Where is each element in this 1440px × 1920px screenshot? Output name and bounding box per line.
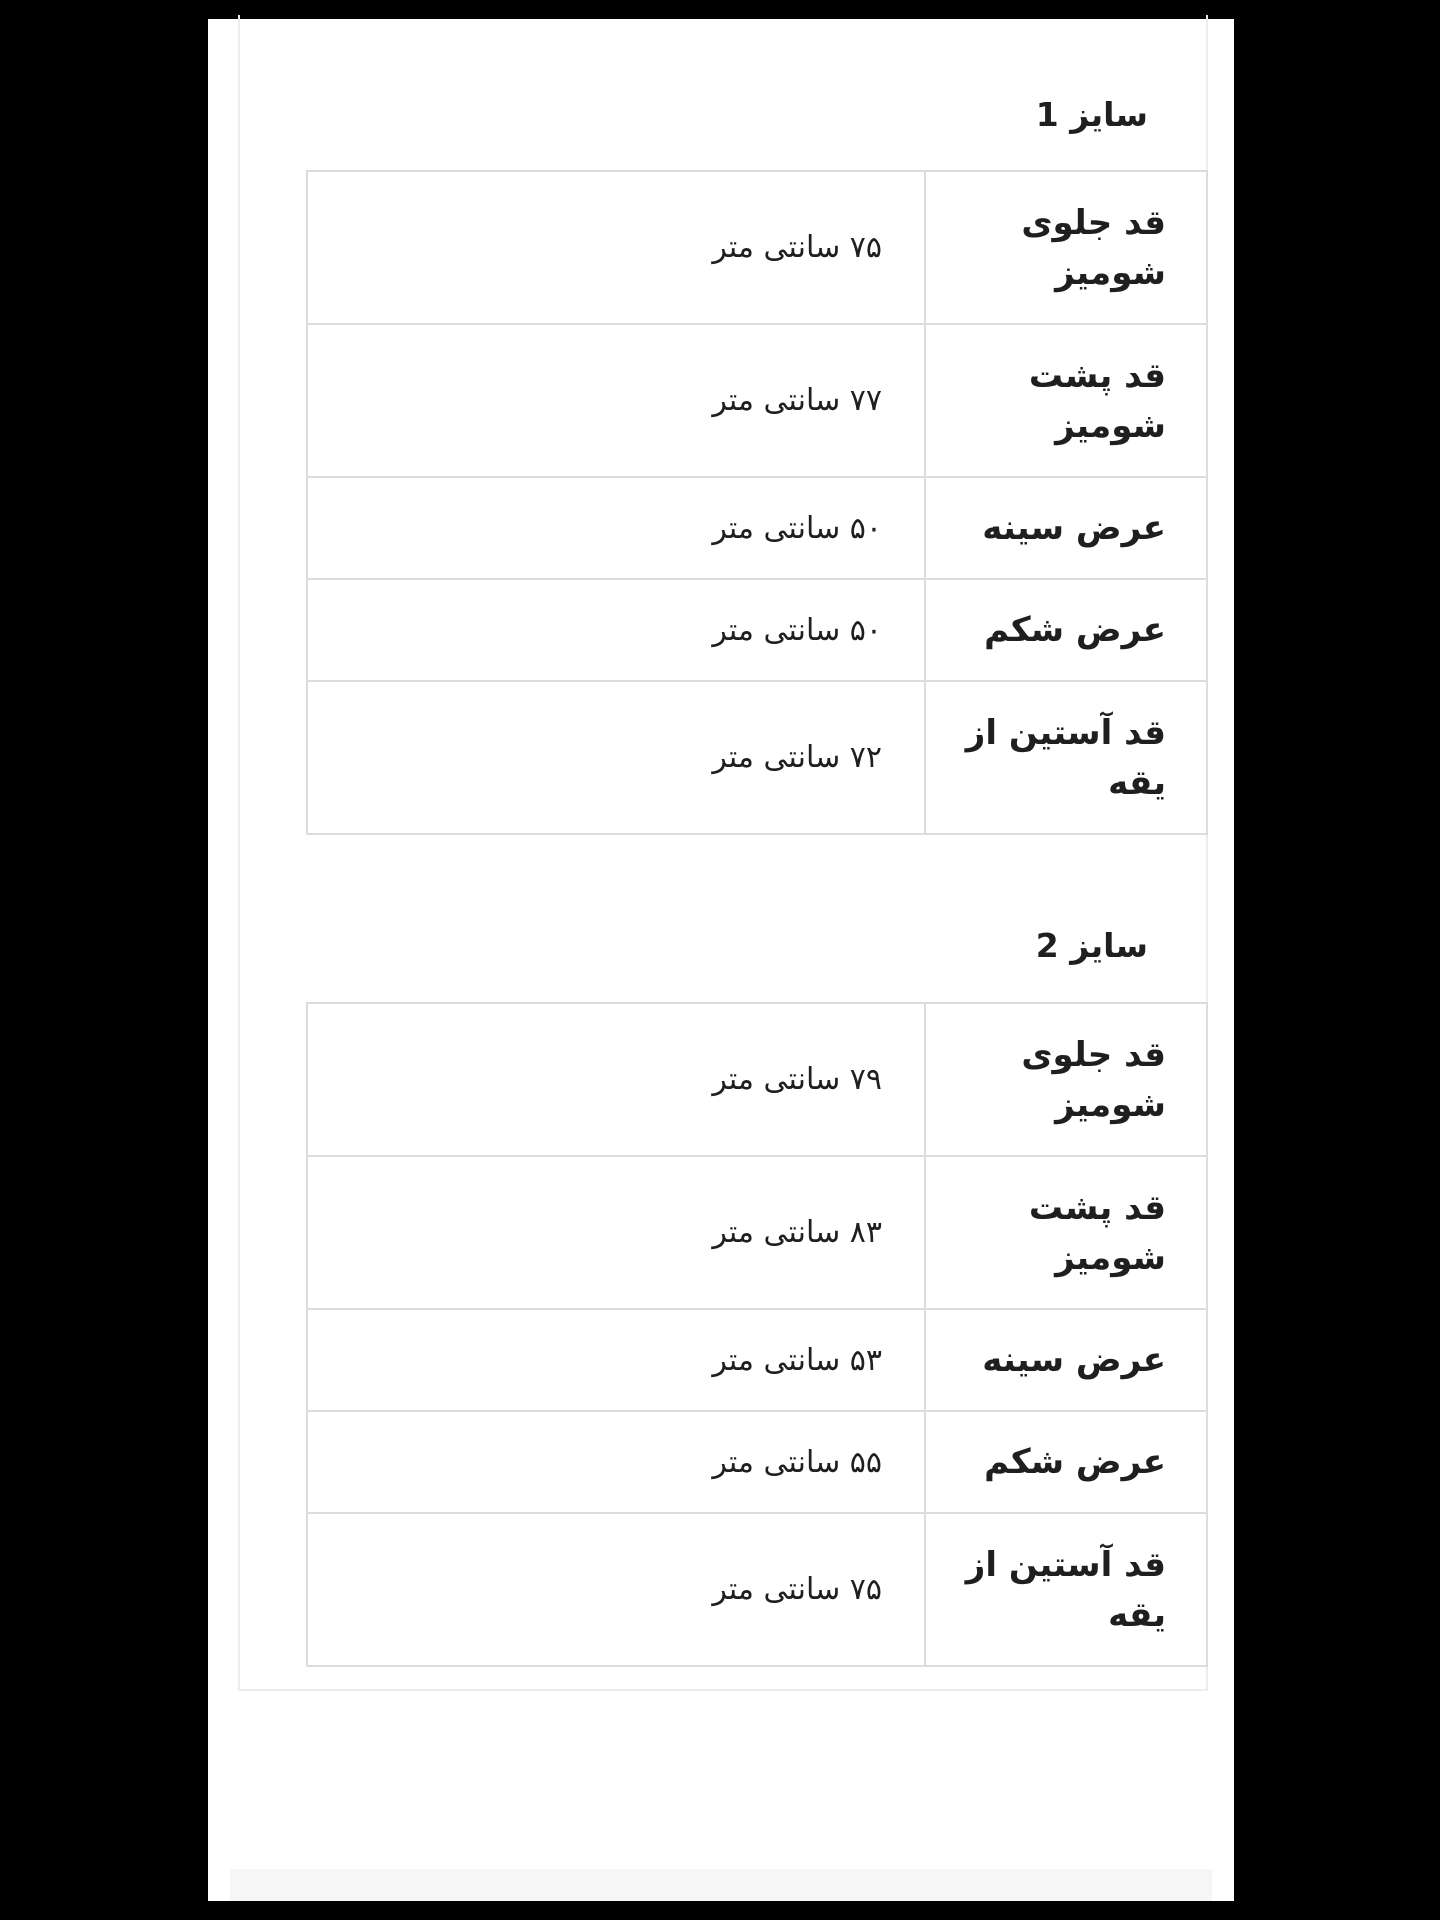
row-label: عرض سینه <box>925 477 1207 579</box>
table-row <box>307 681 1207 834</box>
page-content <box>208 19 1234 1901</box>
row-label: قد پشت شومیز <box>925 324 1207 477</box>
table-row <box>307 1309 1207 1411</box>
table-row <box>307 579 1207 681</box>
row-value: ۵۰ سانتی متر <box>307 579 925 681</box>
row-label: قد جلوی شومیز <box>925 171 1207 324</box>
row-value: ۸۳ سانتی متر <box>307 1156 925 1309</box>
row-value: ۵۵ سانتی متر <box>307 1411 925 1513</box>
size-1-title: سایز 1 <box>1035 95 1148 134</box>
row-label: قد آستین از یقه <box>925 1513 1207 1666</box>
table-row <box>307 1156 1207 1309</box>
table-row <box>307 1003 1207 1156</box>
row-value: ۵۰ سانتی متر <box>307 477 925 579</box>
row-label: عرض شکم <box>925 579 1207 681</box>
table-row <box>307 324 1207 477</box>
table-row <box>307 1411 1207 1513</box>
table-row <box>307 477 1207 579</box>
footer-bar <box>230 1869 1212 1901</box>
size-2-table <box>306 1002 1208 1667</box>
table-row <box>307 1513 1207 1666</box>
size-1-table <box>306 170 1208 835</box>
row-label: قد جلوی شومیز <box>925 1003 1207 1156</box>
row-value: ۷۹ سانتی متر <box>307 1003 925 1156</box>
row-label: قد پشت شومیز <box>925 1156 1207 1309</box>
row-value: ۵۳ سانتی متر <box>307 1309 925 1411</box>
row-value: ۷۵ سانتی متر <box>307 171 925 324</box>
row-value: ۷۷ سانتی متر <box>307 324 925 477</box>
size-2-title: سایز 2 <box>1035 926 1148 965</box>
row-label: قد آستین از یقه <box>925 681 1207 834</box>
row-value: ۷۵ سانتی متر <box>307 1513 925 1666</box>
size-guide-card <box>238 15 1208 1691</box>
row-label: عرض شکم <box>925 1411 1207 1513</box>
row-label: عرض سینه <box>925 1309 1207 1411</box>
table-row <box>307 171 1207 324</box>
row-value: ۷۲ سانتی متر <box>307 681 925 834</box>
